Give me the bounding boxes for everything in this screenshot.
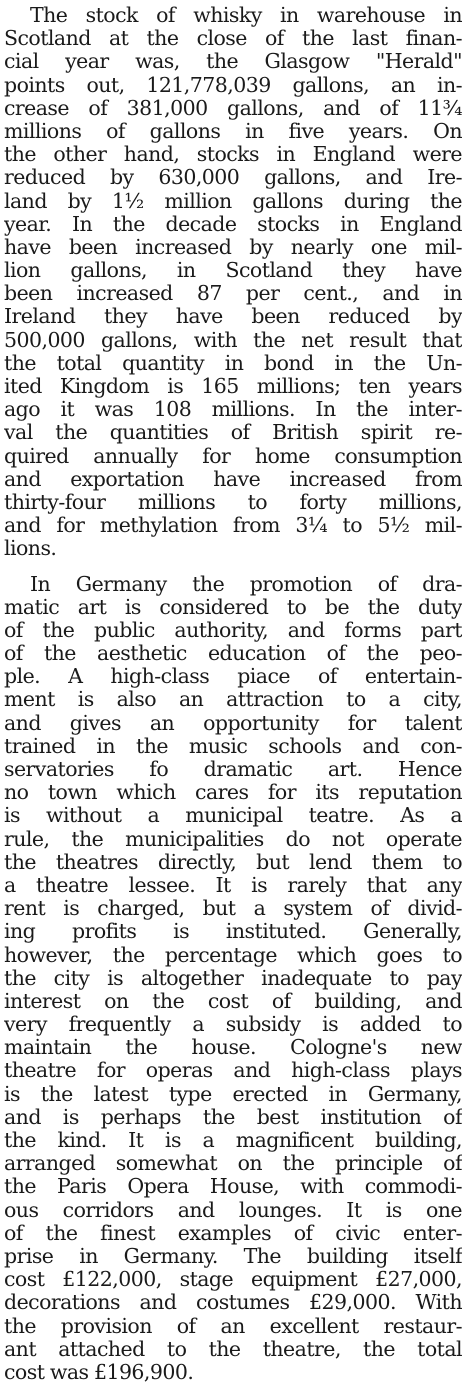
text-line: and is perhaps the best institution of bbox=[4, 1106, 462, 1129]
text-line: the kind. It is a magnificent building, bbox=[4, 1129, 462, 1152]
text-line: 500,000 gallons, with the net result that bbox=[4, 329, 462, 352]
text-line: rule, the municipalities do not operate bbox=[4, 828, 462, 851]
text-line: millions of gallons in five years. On bbox=[4, 120, 462, 143]
text-line: the city is altogether inadequate to pay bbox=[4, 967, 462, 990]
text-line: and gives an opportunity for talent bbox=[4, 712, 462, 735]
text-line: servatories fo dramatic art. Hence bbox=[4, 758, 462, 781]
text-line: lions. bbox=[4, 537, 462, 560]
text-line: the theatres directly, but lend them to bbox=[4, 851, 462, 874]
text-line: thirty-four millions to forty millions, bbox=[4, 491, 462, 514]
text-line: the Paris Opera House, with commodi- bbox=[4, 1175, 462, 1198]
text-line: and for methylation from 3¼ to 5½ mil- bbox=[4, 514, 462, 537]
text-line: reduced by 630,000 gallons, and Ire- bbox=[4, 166, 462, 189]
text-line: land by 1½ million gallons during the bbox=[4, 190, 462, 213]
text-line: of the aesthetic education of the peo- bbox=[4, 642, 462, 665]
text-line: decorations and costumes £29,000. With bbox=[4, 1291, 462, 1314]
text-line: of the finest examples of civic enter- bbox=[4, 1222, 462, 1245]
text-line: the other hand, stocks in England were bbox=[4, 143, 462, 166]
text-line: quired annually for home consumption bbox=[4, 445, 462, 468]
text-line: maintain the house. Cologne's new bbox=[4, 1036, 462, 1059]
text-line: cial year was, the Glasgow "Herald" bbox=[4, 50, 462, 73]
text-line: trained in the music schools and con- bbox=[4, 735, 462, 758]
text-line: prise in Germany. The building itself bbox=[4, 1245, 462, 1268]
text-line: and exportation have increased from bbox=[4, 468, 462, 491]
text-line: ant attached to the theatre, the total bbox=[4, 1338, 462, 1361]
text-line: of the public authority, and forms part bbox=[4, 619, 462, 642]
text-line: ing profits is instituted. Generally, bbox=[4, 920, 462, 943]
text-line: val the quantities of British spirit re- bbox=[4, 421, 462, 444]
text-line: is the latest type erected in Germany, bbox=[4, 1083, 462, 1106]
text-line: is without a municipal teatre. As a bbox=[4, 804, 462, 827]
text-line: been increased 87 per cent., and in bbox=[4, 282, 462, 305]
text-line: ple. A high-class piace of entertain- bbox=[4, 665, 462, 688]
text-line: year. In the decade stocks in England bbox=[4, 213, 462, 236]
text-line: ment is also an attraction to a city, bbox=[4, 688, 462, 711]
german-theatre-paragraph bbox=[4, 573, 462, 1384]
text-line: have been increased by nearly one mil- bbox=[4, 236, 462, 259]
text-line: very frequently a subsidy is added to bbox=[4, 1013, 462, 1036]
text-line: lion gallons, in Scotland they have bbox=[4, 259, 462, 282]
paragraph-spacer bbox=[4, 561, 462, 573]
text-line: rent is charged, but a system of divid- bbox=[4, 897, 462, 920]
text-line: ous corridors and lounges. It is one bbox=[4, 1199, 462, 1222]
text-line: no town which cares for its reputation bbox=[4, 781, 462, 804]
newspaper-column bbox=[4, 4, 462, 1384]
text-line: ago it was 108 millions. In the inter- bbox=[4, 398, 462, 421]
text-line: matic art is considered to be the duty bbox=[4, 596, 462, 619]
text-line: theatre for operas and high-class plays bbox=[4, 1059, 462, 1082]
text-line: In Germany the promotion of dra- bbox=[4, 573, 462, 596]
text-line: ited Kingdom is 165 millions; ten years bbox=[4, 375, 462, 398]
text-line: Scotland at the close of the last finan- bbox=[4, 27, 462, 50]
text-line: crease of 381,000 gallons, and of 11¾ bbox=[4, 97, 462, 120]
text-line: cost £122,000, stage equipment £27,000, bbox=[4, 1268, 462, 1291]
text-line: Ireland they have been reduced by bbox=[4, 305, 462, 328]
text-line: points out, 121,778,039 gallons, an in- bbox=[4, 74, 462, 97]
whisky-stock-paragraph bbox=[4, 4, 462, 561]
text-line: cost was £196,900. bbox=[4, 1361, 462, 1384]
text-line: The stock of whisky in warehouse in bbox=[4, 4, 462, 27]
text-line: arranged somewhat on the principle of bbox=[4, 1152, 462, 1175]
text-line: a theatre lessee. It is rarely that any bbox=[4, 874, 462, 897]
text-line: the provision of an excellent restaur- bbox=[4, 1315, 462, 1338]
text-line: however, the percentage which goes to bbox=[4, 944, 462, 967]
text-line: interest on the cost of building, and bbox=[4, 990, 462, 1013]
text-line: the total quantity in bond in the Un- bbox=[4, 352, 462, 375]
